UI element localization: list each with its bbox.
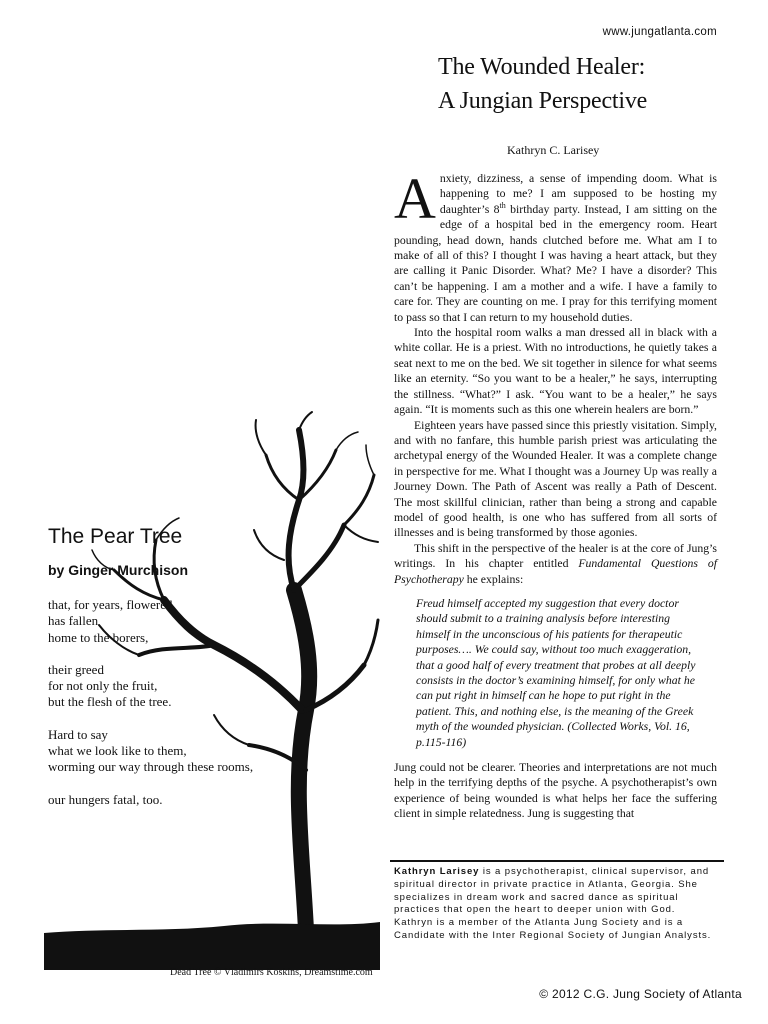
poem-line: Hard to say xyxy=(48,726,108,742)
image-credit: Dead Tree © Vladimirs Koskins, Dreamstime.com xyxy=(170,967,373,978)
article-paragraph-1 xyxy=(394,166,717,325)
article-author: Kathryn C. Larisey xyxy=(507,143,600,157)
poem-stanza xyxy=(48,597,278,646)
poem-line: that, for years, flowered xyxy=(48,597,173,612)
article-paragraph-5: Jung could not be clearer. Theories and interpretations are not much help in the terrifying depths of the psyche. A psychotherapist’s own experience of being wounded is what helps her face the suffering client in simple relatedness. Jung is suggesting that xyxy=(394,761,717,821)
poem-line: home to the borers, xyxy=(48,629,149,645)
bio-name: Kathryn Larisey xyxy=(394,866,480,877)
poem-line: for not only the fruit, xyxy=(48,678,158,694)
website-url[interactable]: www.jungatlanta.com xyxy=(602,26,717,38)
paragraph-text: This shift in the perspective of the healer is at the core of Jung’s writings. In his chapter entitled xyxy=(394,541,717,571)
book-chapter-title: Fundamental Questions of Psychotherapy xyxy=(394,557,718,586)
article-paragraph-3: Eighteen years have passed since this priestly visitation. Simply, and with no fanfare, this humble parish priest was articulating the archetypal energy of the Wounded Healer. It was a complete change in perspective for me. What I thought was a Journey Up was really a Journey Down. The Path of Ascent was really a Path of Descent. The most skillful clinician, rather than being a strong and capable model of good health, is one who has suffered from all sorts of illnesses and is being transformed by those agonies. xyxy=(394,418,717,540)
paragraph-text: nxiety, dizziness, a sense of impending doom. What is happening to me? I am supposed to be hosting my daughter’s 8 xyxy=(439,172,717,216)
poem-text xyxy=(48,597,278,824)
author-bio xyxy=(394,866,716,943)
poem-line: what we look like to them, xyxy=(48,743,187,759)
poem-line: but the flesh of the tree. xyxy=(48,694,172,710)
drop-cap: A xyxy=(394,166,436,231)
article-paragraph-2: Into the hospital room walks a man dressed all in black with a white collar. He is a priest. With no introductions, he quietly takes a seat next to me on the bed. We sit together in silence for what seems like an eternity. “So you want to be a healer,” he says, interrupting the stillness. “What?” I ask. “You want to be a healer,” he says again. “It is moments such as this one wherein healers are born.” xyxy=(394,326,717,417)
poem-line: our hungers fatal, too. xyxy=(48,791,163,807)
poem-stanza xyxy=(48,662,278,711)
superscript: th xyxy=(499,200,506,210)
poem-title: The Pear Tree xyxy=(48,525,183,548)
poem-line: worming our way through these rooms, xyxy=(48,759,254,775)
bio-divider xyxy=(390,860,724,862)
article-paragraph-4 xyxy=(394,541,717,587)
bio-text: is a psychotherapist, clinical supervisor, and spiritual director in private practice in Atlanta, Georgia. She specializes in dream work and sacred dance as spiritual practices that open the heart to deeper union with God. Kathryn is a member of the Atlanta Jung Society and is a Candidate with the Inter Regional Society of Jungian Analysts. xyxy=(394,866,712,941)
poem-line: their greed xyxy=(48,661,104,677)
poem-stanza xyxy=(48,792,278,808)
poem-line: has fallen xyxy=(48,613,99,629)
copyright-notice: © 2012 C.G. Jung Society of Atlanta xyxy=(539,987,742,1001)
article-title-line-1: The Wounded Healer: xyxy=(438,54,646,80)
article-title-line-2: A Jungian Perspective xyxy=(438,88,648,114)
poem-author: by Ginger Murchison xyxy=(48,562,189,578)
paragraph-text: he explains: xyxy=(463,572,524,586)
article-title xyxy=(438,50,647,118)
poem-stanza xyxy=(48,727,278,776)
block-quote: Freud himself accepted my suggestion that every doctor should submit to a training analysis before interesting himself in the unconscious of his patients for therapeutic purposes…. We could say, without too much exaggeration, that a good half of every treatment that probes at all deeply consists in the doctor’s examining himself, for only what he can put right in himself can he hope to put right in the patient. This, and nothing else, is the meaning of the Greek myth of the wounded physician. (Collected Works, Vol. 16, p.115-116) xyxy=(416,596,696,749)
article-body xyxy=(394,166,718,822)
paragraph-text: birthday party. Instead, I am sitting on the edge of a hospital bed in the emergency room. Heart pounding, head down, hands clutched before me. What am I to make of all of this? I thought I was having a heart attack, but they are calling it Panic Disorder. What? Me? I have a disorder? This can’t be happening. I am a mother and a wife. I have a family to care for. They are counting on me. I pray for this terrifying moment to pass so that I can return to my household duties. xyxy=(394,202,717,324)
